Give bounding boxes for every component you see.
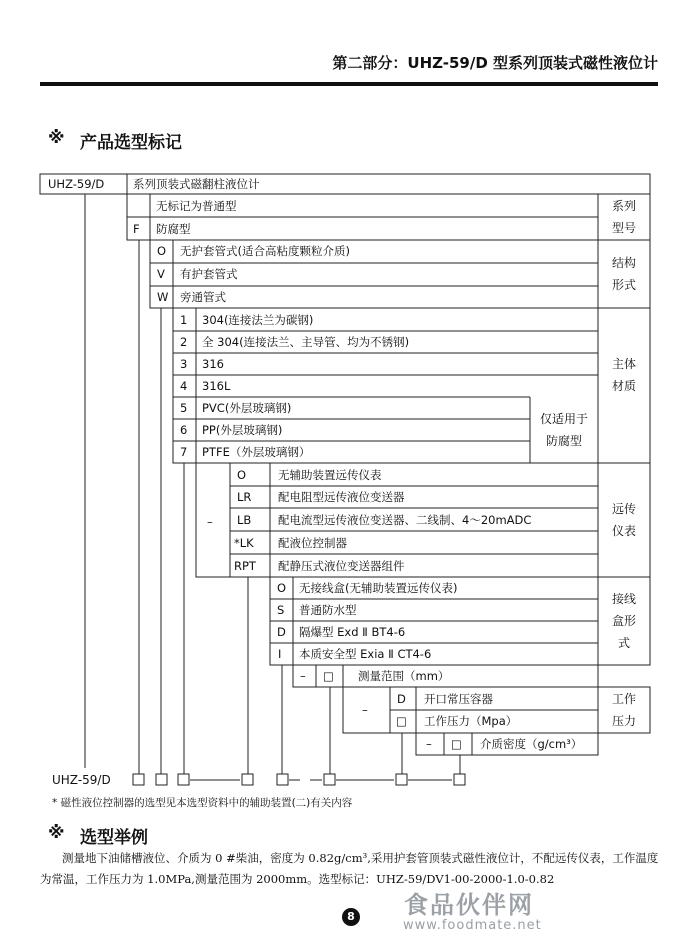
code-box-junction [277,774,288,785]
pressure-row-1-code: D [397,692,406,706]
junction-row-4-text: 本质安全型 Exia Ⅱ CT4-6 [299,647,432,661]
junction-row-3-text: 隔爆型 Exd Ⅱ BT4-6 [299,625,406,639]
remote-row-3-code: LB [237,513,252,527]
remote-row-4-code: *LK [234,536,254,550]
material-row-6-code: 6 [180,423,188,437]
pressure-category: 工作 压力 [611,692,636,728]
section2-mark: ※ [48,823,65,843]
material-row-7-code: 7 [180,445,188,459]
code-line-prefix: UHZ-59/D [52,773,111,787]
material-row-2-code: 2 [180,335,188,349]
remote-category: 远传 仪表 [611,502,636,538]
section1-mark: ※ [48,128,65,148]
junction-row-3-code: D [277,625,286,639]
junction-row-1-code: O [277,581,287,595]
material-row-4-code: 4 [180,379,188,393]
watermark-url: www.foodmate.net [403,918,542,933]
pressure-row-2-code: □ [396,714,407,728]
code-box-pressure [396,774,407,785]
remote-row-2-text: 配电阻型远传液位变送器 [278,490,405,504]
material-row-5-text: PVC(外层玻璃钢) [202,401,292,415]
section1-title: 产品选型标记 [80,133,182,153]
structure-row-2-text: 有护套管式 [180,267,238,281]
material-row-1-code: 1 [180,313,188,327]
code-box-remote [242,774,253,785]
remote-row-4-text: 配液位控制器 [278,536,347,550]
range-box: □ [323,669,334,683]
junction-row-2-code: S [277,603,285,617]
series-row-1-text: 无标记为普通型 [156,199,237,213]
remote-row-1-text: 无辅助装置远传仪表 [278,468,382,482]
pressure-row-1-text: 开口常压容器 [424,692,493,706]
page-number: 8 [342,908,360,926]
footnote: * 磁性液位控制器的选型见本选型资料中的辅助装置(二)有关内容 [52,797,353,809]
range-dash: – [300,669,306,683]
row-border-model [40,174,650,194]
remote-row-5-code: RPT [234,559,256,573]
material-note: 仅适用于 防腐型 [539,412,588,448]
density-text: 介质密度（g/cm³） [480,737,583,751]
material-row-1-text: 304(连接法兰为碳钢) [202,313,314,327]
code-box-series [133,774,144,785]
remote-row-2-code: LR [237,490,252,504]
junction-row-1-text: 无接线盒(无辅助装置远传仪表) [299,581,458,595]
model-code: UHZ-59/D [48,177,105,191]
remote-row-5-text: 配静压式液位变送器组件 [278,559,405,573]
watermark-logo: 食品伙伴网 [404,891,534,919]
density-dash: – [426,737,432,751]
remote-row-3-text: 配电流型远传液位变送器、二线制、4～20mADC [278,513,532,527]
range-text: 测量范围（mm） [358,669,450,683]
structure-category: 结构 形式 [611,256,636,292]
structure-row-3-code: W [157,290,169,304]
structure-row-2-code: V [157,267,165,281]
material-row-5-code: 5 [180,401,188,415]
example-paragraph: 测量地下油储槽液位、介质为 0 #柴油，密度为 0.82g/cm³,采用护套管顶装式磁性液位计，不配远传仪表，工作温度为常温，工作压力为 1.0MPa,测量范围为 2000mm。选型标记：UHZ-59/DV1-00-2000-1.0-0.82 [40,851,659,886]
density-box: □ [451,737,462,751]
section2-title: 选型举例 [80,828,148,848]
code-box-density [454,774,465,785]
pressure-dash: – [362,703,368,717]
remote-row-1-code: O [237,468,247,482]
material-category: 主体 材质 [611,357,636,393]
header-title: 第二部分：UHZ-59/D 型系列顶装式磁性液位计 [332,54,658,72]
junction-row-4-code: I [278,647,282,661]
pressure-row-2-text: 工作压力（Mpa） [424,714,518,728]
code-box-structure [156,774,167,785]
code-box-range [324,774,335,785]
remote-dash: – [207,515,213,529]
structure-row-3-text: 旁通管式 [180,290,226,304]
material-row-6-text: PP(外层玻璃钢) [202,423,283,437]
material-row-3-code: 3 [180,357,188,371]
series-row-2-text: 防腐型 [156,222,191,236]
junction-category: 接线 盒形 式 [611,592,636,650]
structure-row-1-code: O [157,244,167,258]
series-category: 系列 型号 [611,199,636,235]
model-desc: 系列顶装式磁翻柱液位计 [133,177,260,191]
structure-row-1-text: 无护套管式(适合高粘度颗粒介质) [180,244,350,258]
code-box-material [178,774,189,785]
material-row-4-text: 316L [202,379,231,393]
material-row-3-text: 316 [202,357,224,371]
series-row-2-code: F [133,222,140,236]
material-row-7-text: PTFE（外层玻璃钢） [202,445,311,459]
junction-row-2-text: 普通防水型 [299,603,357,617]
material-row-2-text: 全 304(连接法兰、主导管、均为不锈钢) [202,335,410,349]
